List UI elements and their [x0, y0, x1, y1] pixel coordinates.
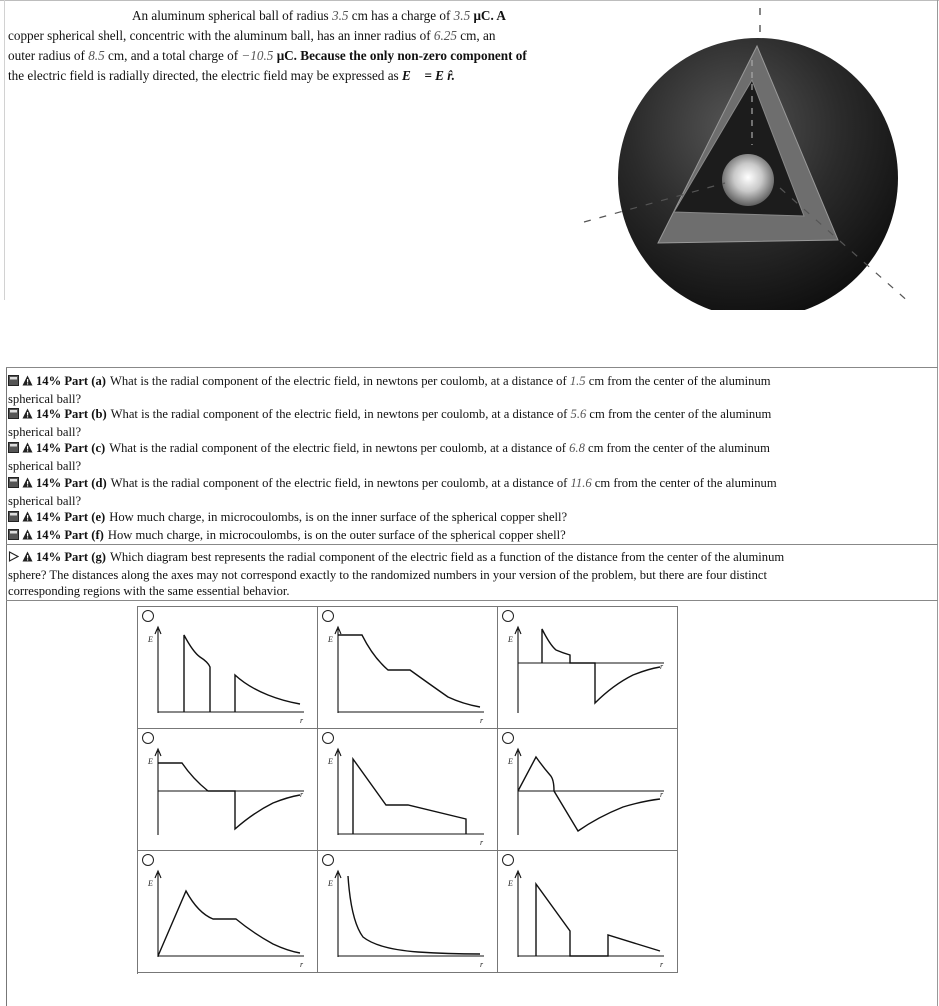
- part-label: 14% Part (c): [36, 441, 106, 455]
- part-b[interactable]: [8, 406, 928, 440]
- answer-choices-grid: [137, 606, 678, 974]
- calculator-icon: [8, 528, 19, 545]
- choice-8[interactable]: [318, 851, 498, 973]
- axis-label-e: E: [508, 635, 513, 644]
- section-divider: [6, 367, 938, 368]
- axis-label-e: E: [328, 757, 333, 766]
- play-arrow-icon[interactable]: [8, 550, 19, 567]
- graph-2: [318, 607, 498, 729]
- warning-icon: [22, 476, 33, 493]
- problem-text-line: cm has a charge of: [348, 8, 454, 23]
- choice-7[interactable]: [138, 851, 318, 973]
- axis-label-e: E: [328, 635, 333, 644]
- part-question: What is the radial component of the electric field, in newtons per coulomb, at a distance of: [109, 441, 570, 455]
- part-g[interactable]: [8, 549, 928, 600]
- calculator-icon: [8, 441, 19, 458]
- choice-4[interactable]: [138, 729, 318, 851]
- aluminum-charge-value: 3.5: [453, 8, 471, 23]
- section-divider: [6, 544, 938, 545]
- axis-label-e: E: [148, 879, 153, 888]
- calculator-icon: [8, 476, 19, 493]
- axis-label-r: r: [480, 960, 484, 969]
- distance-value: 6.8: [569, 441, 585, 455]
- graph-4: [138, 729, 318, 851]
- axis-label-r: r: [660, 790, 664, 799]
- distance-value: 11.6: [570, 476, 592, 490]
- left-border-parts: [6, 368, 7, 1006]
- calculator-icon: [8, 510, 19, 527]
- aluminum-radius-value: 3.5: [331, 8, 349, 23]
- problem-text-line: cm, and a total charge of: [104, 48, 242, 63]
- axis-label-r: r: [300, 716, 304, 725]
- part-question: How much charge, in microcoulombs, is on the inner surface of the spherical copper shell?: [109, 510, 568, 524]
- shell-inner-radius-value: 6.25: [433, 28, 457, 43]
- part-question: Which diagram best represents the radial component of the electric field as a function of the distance from the center of the aluminum: [109, 550, 785, 564]
- distance-value: 5.6: [570, 407, 587, 421]
- choice-3[interactable]: [498, 607, 678, 729]
- warning-icon: [22, 441, 33, 458]
- part-question: cm from the center of the aluminum: [591, 476, 777, 490]
- warning-icon: [22, 528, 33, 545]
- part-question: cm from the center of the aluminum: [586, 407, 772, 421]
- part-question: spherical ball?: [8, 391, 82, 406]
- part-question: spherical ball?: [8, 493, 82, 508]
- choice-1[interactable]: [138, 607, 318, 729]
- warning-icon: [22, 550, 33, 567]
- axis-label-e: E: [508, 757, 513, 766]
- part-f[interactable]: [8, 527, 928, 545]
- sphere-cutaway-diagram: [580, 0, 936, 310]
- graph-9: [498, 851, 678, 973]
- problem-statement: [8, 6, 578, 86]
- part-question: What is the radial component of the electric field, in newtons per coulomb, at a distance of: [110, 476, 571, 490]
- choice-2[interactable]: [318, 607, 498, 729]
- axis-label-r: r: [660, 662, 664, 671]
- problem-text-line: cm, an: [456, 28, 496, 43]
- field-formula: E⃗ = E r̂.: [401, 68, 455, 83]
- part-question: spherical ball?: [8, 424, 82, 439]
- aluminum-ball: [722, 154, 774, 206]
- problem-text-line: copper spherical shell, concentric with the aluminum ball, has an inner radius of: [8, 28, 434, 43]
- part-question: What is the radial component of the electric field, in newtons per coulomb, at a distance of: [110, 407, 571, 421]
- axis-label-r: r: [480, 838, 484, 847]
- right-border: [937, 0, 938, 1006]
- graph-5: [318, 729, 498, 851]
- axis-label-r: r: [480, 716, 484, 725]
- warning-icon: [22, 407, 33, 424]
- graph-7: [138, 851, 318, 973]
- problem-text-line: outer radius of: [8, 48, 89, 63]
- axis-label-e: E: [328, 879, 333, 888]
- part-d[interactable]: [8, 475, 928, 509]
- part-question: cm from the center of the aluminum: [584, 441, 770, 455]
- part-c[interactable]: [8, 440, 928, 474]
- axis-label-r: r: [660, 960, 664, 969]
- problem-text-line: μC. Because the only non-zero component of: [273, 48, 527, 63]
- part-label: 14% Part (e): [36, 510, 106, 524]
- warning-icon: [22, 374, 33, 391]
- choice-5[interactable]: [318, 729, 498, 851]
- problem-text-line: μC. A: [470, 8, 506, 23]
- shell-charge-value: −10.5: [241, 48, 274, 63]
- axis-label-r: r: [300, 790, 304, 799]
- part-question: spherical ball?: [8, 458, 82, 473]
- axis-label-r: r: [300, 960, 304, 969]
- choice-9[interactable]: [498, 851, 678, 973]
- axis-label-e: E: [508, 879, 513, 888]
- part-label: 14% Part (b): [36, 407, 107, 421]
- part-question: sphere? The distances along the axes may not correspond exactly to the randomized numbers in your version of the problem, but there are four distinct: [8, 567, 768, 582]
- calculator-icon: [8, 407, 19, 424]
- part-question: corresponding regions with the same essential behavior.: [8, 584, 290, 598]
- left-border-top: [4, 0, 5, 300]
- part-label: 14% Part (d): [36, 476, 107, 490]
- section-divider: [6, 600, 938, 601]
- part-label: 14% Part (f): [36, 528, 104, 542]
- distance-value: 1.5: [569, 374, 586, 388]
- graph-8: [318, 851, 498, 973]
- axis-label-e: E: [148, 757, 153, 766]
- warning-icon: [22, 510, 33, 527]
- part-question: cm from the center of the aluminum: [585, 374, 771, 388]
- calculator-icon: [8, 374, 19, 391]
- choice-6[interactable]: [498, 729, 678, 851]
- shell-outer-radius-value: 8.5: [88, 48, 105, 63]
- problem-text-line: An aluminum spherical ball of radius: [132, 8, 332, 23]
- part-label: 14% Part (a): [36, 374, 106, 388]
- part-label: 14% Part (g): [36, 550, 106, 564]
- axis-label-e: E: [148, 635, 153, 644]
- problem-text-line: the electric field is radially directed, the electric field may be expressed as: [8, 68, 402, 83]
- graph-6: [498, 729, 678, 851]
- part-question: What is the radial component of the electric field, in newtons per coulomb, at a distance of: [109, 374, 570, 388]
- part-e[interactable]: [8, 509, 928, 527]
- part-question: How much charge, in microcoulombs, is on the outer surface of the spherical copper shell?: [107, 528, 566, 542]
- graph-1: [138, 607, 318, 729]
- part-a[interactable]: [8, 373, 928, 407]
- graph-3: [498, 607, 678, 729]
